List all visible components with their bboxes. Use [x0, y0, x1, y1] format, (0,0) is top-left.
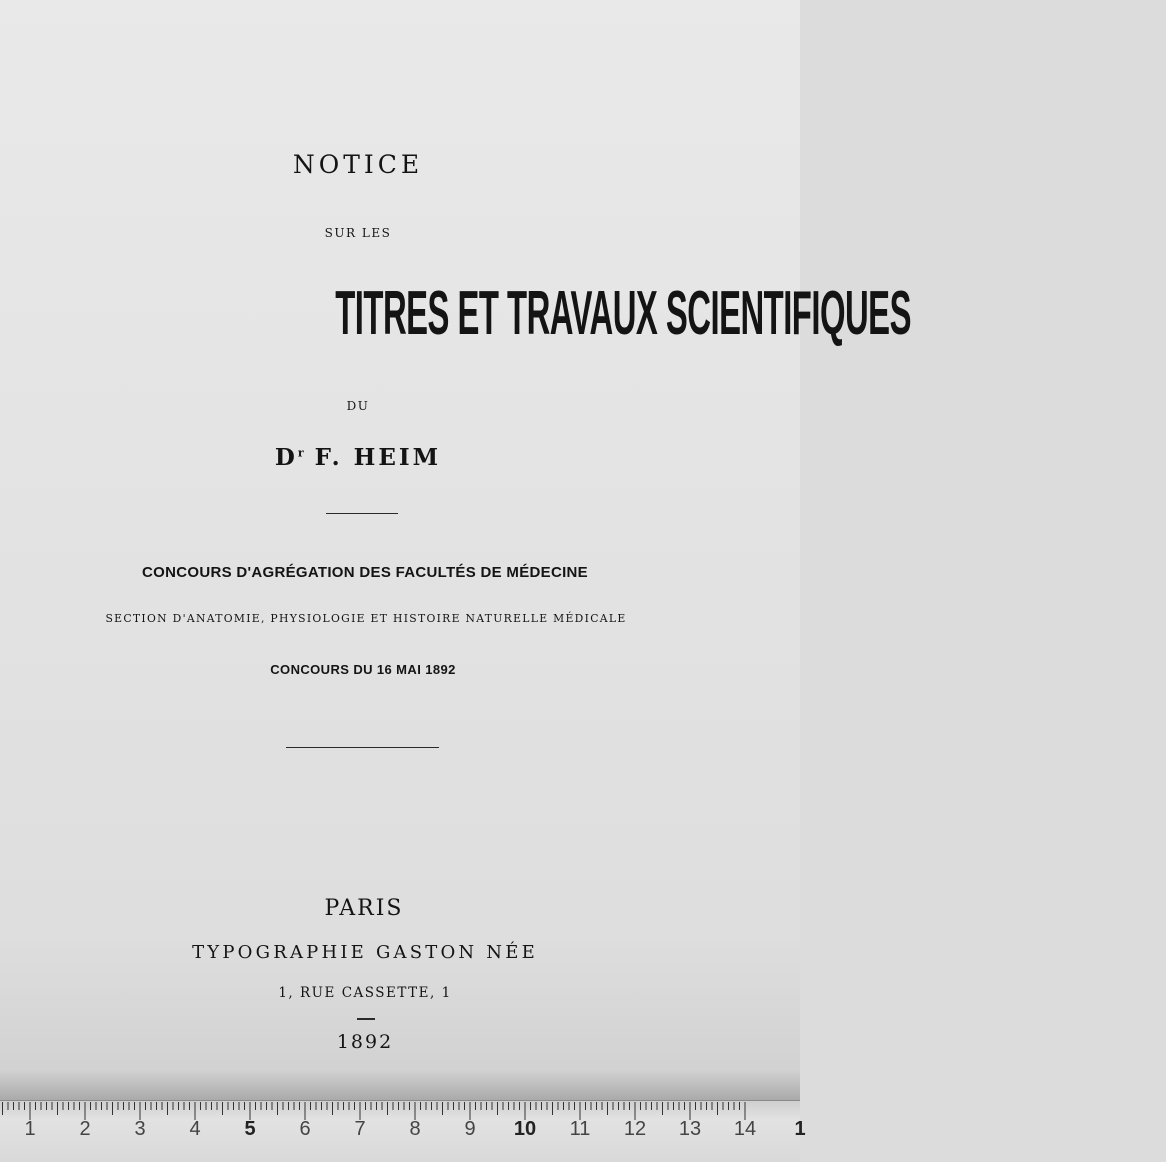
main-title — [80, 278, 911, 349]
du-text: DU — [346, 399, 370, 413]
publication-year: 1892 — [336, 1031, 394, 1053]
author-name — [0, 444, 716, 471]
ruler-number: 3 — [134, 1118, 146, 1140]
ruler-number: 14 — [733, 1118, 757, 1140]
notice-heading: NOTICE — [292, 150, 424, 179]
printer-address: 1, RUE CASSETTE, 1 — [278, 985, 452, 1001]
ruler-number: 11 — [569, 1118, 591, 1140]
divider-rule — [357, 1018, 375, 1020]
ruler-number: 5 — [244, 1118, 256, 1140]
divider-rule — [326, 513, 398, 514]
ruler-number: 1 — [24, 1118, 36, 1140]
ruler-number: 7 — [354, 1118, 366, 1140]
ruler-number: 1 — [794, 1118, 806, 1140]
main-title-text: TITRES ET TRAVAUX SCIENTIFIQUES — [335, 279, 911, 348]
ruler-number: 13 — [678, 1118, 702, 1140]
author-prefix-superscript: r — [297, 446, 304, 460]
ruler-number: 9 — [464, 1118, 476, 1140]
ruler-number: 4 — [189, 1118, 201, 1140]
concours-heading: CONCOURS D'AGRÉGATION DES FACULTÉS DE MÉDECINE — [141, 564, 588, 581]
sur-les-text: SUR LES — [324, 226, 392, 240]
author-prefix: D — [274, 444, 298, 471]
ruler-number: 8 — [409, 1118, 421, 1140]
printer-name: TYPOGRAPHIE GASTON NÉE — [192, 942, 538, 963]
concours-date: CONCOURS DU 16 MAI 1892 — [270, 662, 456, 677]
ruler-number: 6 — [299, 1118, 311, 1140]
ruler-number: 10 — [513, 1118, 537, 1140]
city-name: PARIS — [324, 896, 404, 921]
author-name-text: F. HEIM — [314, 444, 442, 471]
section-text: SECTION D'ANATOMIE, PHYSIOLOGIE ET HISTOIRE NATURELLE MÉDICALE — [105, 612, 627, 625]
ruler-number: 12 — [623, 1118, 647, 1140]
ruler-number: 2 — [79, 1118, 91, 1140]
divider-rule — [286, 747, 439, 748]
